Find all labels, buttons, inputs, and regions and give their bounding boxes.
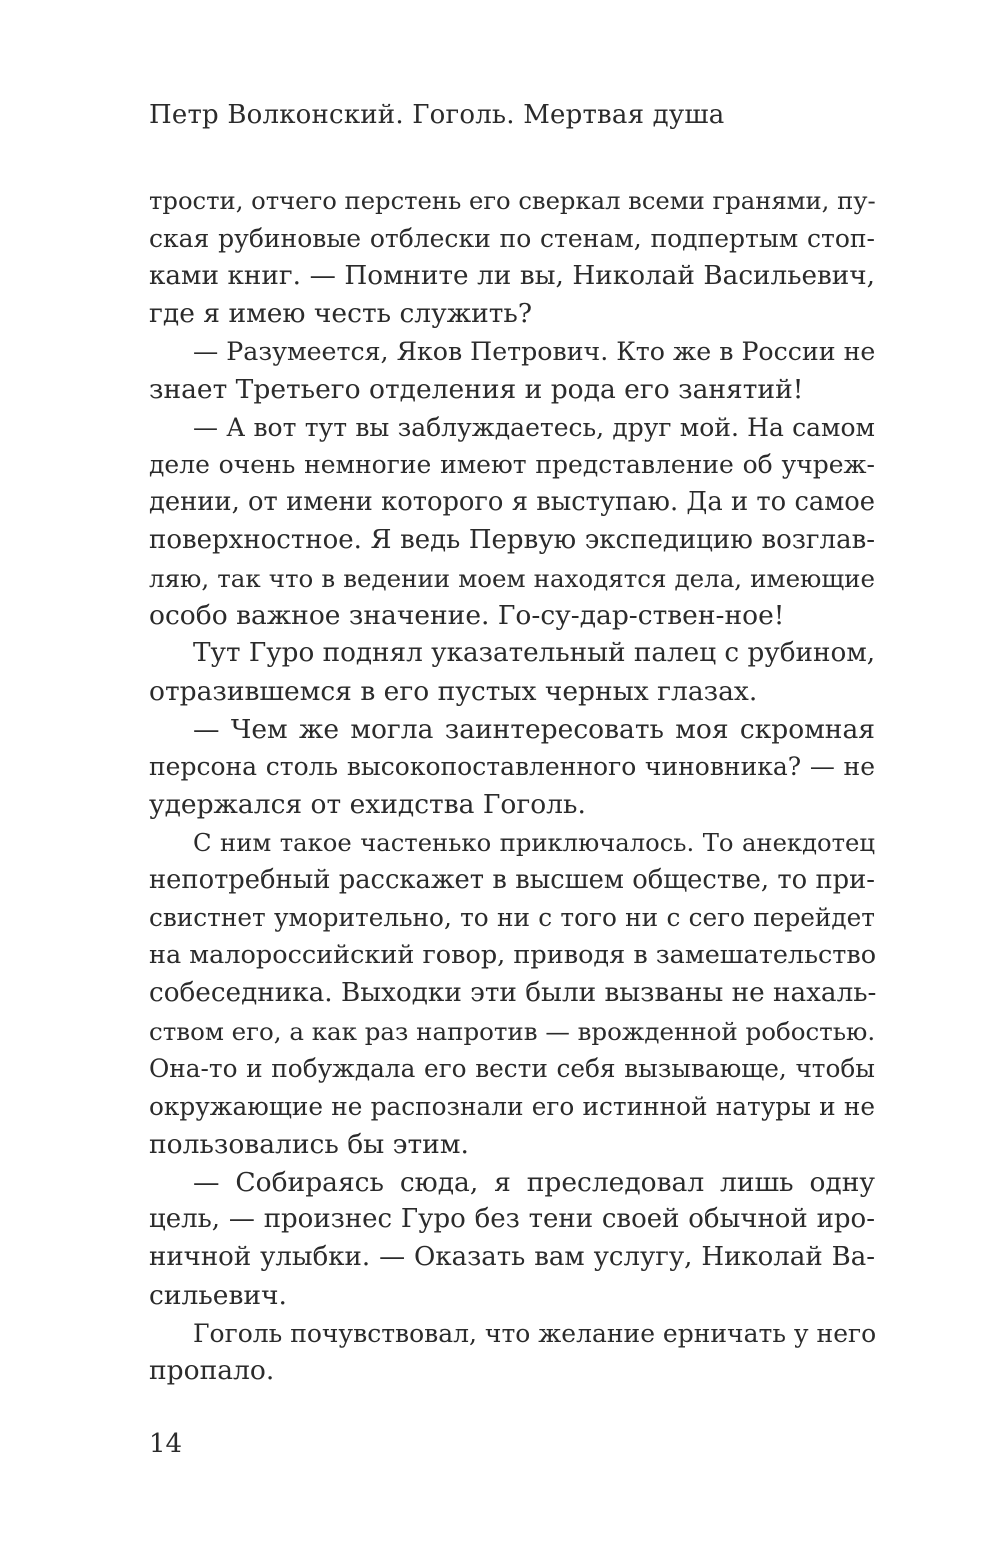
text-line: ская рубиновые отблески по стенам, подпертым стоп- [149,223,875,253]
text-line: — Собираясь сюда, я преследовал лишь одну [193,1166,875,1198]
text-line: ничной улыбки. — Оказать вам услугу, Николай Ва- [149,1242,875,1272]
text-line: деле очень немногие имеют представление об учреж- [149,450,875,480]
text-line: — Чем же могла заинтересовать моя скромная [193,713,875,745]
text-line: ками книг. — Помните ли вы, Николай Васильевич, [149,260,875,291]
text-line: — Разумеется, Яков Петрович. Кто же в России не [193,337,876,366]
text-line: пропало. [149,1355,275,1387]
text-line: удержался от ехидства Гоголь. [149,789,586,820]
text-line: Она-то и побуждала его вести себя вызывающе, чтобы [149,1054,875,1084]
text-line: собеседника. Выходки эти были вызваны не нахаль- [149,977,877,1008]
page-number: 14 [149,1429,183,1459]
text-line: — А вот тут вы заблуждаетесь, друг мой. На самом [193,412,875,442]
text-line: ством его, а как раз напротив — врожденной робостью. [149,1016,876,1046]
text-line: С ним такое частенько приключалось. То анекдотец [193,827,875,857]
running-head: Петр Волконский. Гоголь. Мертвая душа [149,100,725,130]
text-line: где я имею честь служить? [149,298,533,330]
text-line: персона столь высокопоставленного чиновника? — не [149,752,875,782]
text-line: окружающие не распознали его истинной натуры и не [149,1092,875,1121]
text-line: на малороссийский говор, приводя в замешательство [149,940,877,970]
text-line: свистнет уморительно, то ни с того ни с сего перейдет [149,903,875,933]
text-line: непотребный расскажет в высшем обществе, то при- [149,864,875,895]
text-line: особо важное значение. Го-су-дар-ствен-ное! [149,600,785,632]
text-line: цель, — произнес Гуро без тени своей обычной иро- [149,1204,875,1235]
text-line: сильевич. [149,1279,287,1311]
text-line: трости, отчего перстень его сверкал всеми гранями, пу- [149,186,876,215]
text-line: знает Третьего отделения и рода его занятий! [149,373,804,405]
text-line: отразившемся в его пустых черных глазах. [149,675,758,707]
text-line: поверхностное. Я ведь Первую экспедицию возглав- [149,524,875,555]
text-line: Гоголь почувствовал, что желание ерничать у него [193,1318,877,1348]
text-line: дении, от имени которого я выступаю. Да и то самое [149,487,875,517]
text-line: пользовались бы этим. [149,1128,469,1160]
body-text [149,182,875,1390]
text-line: ляю, так что в ведении моем находятся дела, имеющие [149,563,875,593]
text-line: Тут Гуро поднял указательный палец с рубином, [193,638,876,668]
